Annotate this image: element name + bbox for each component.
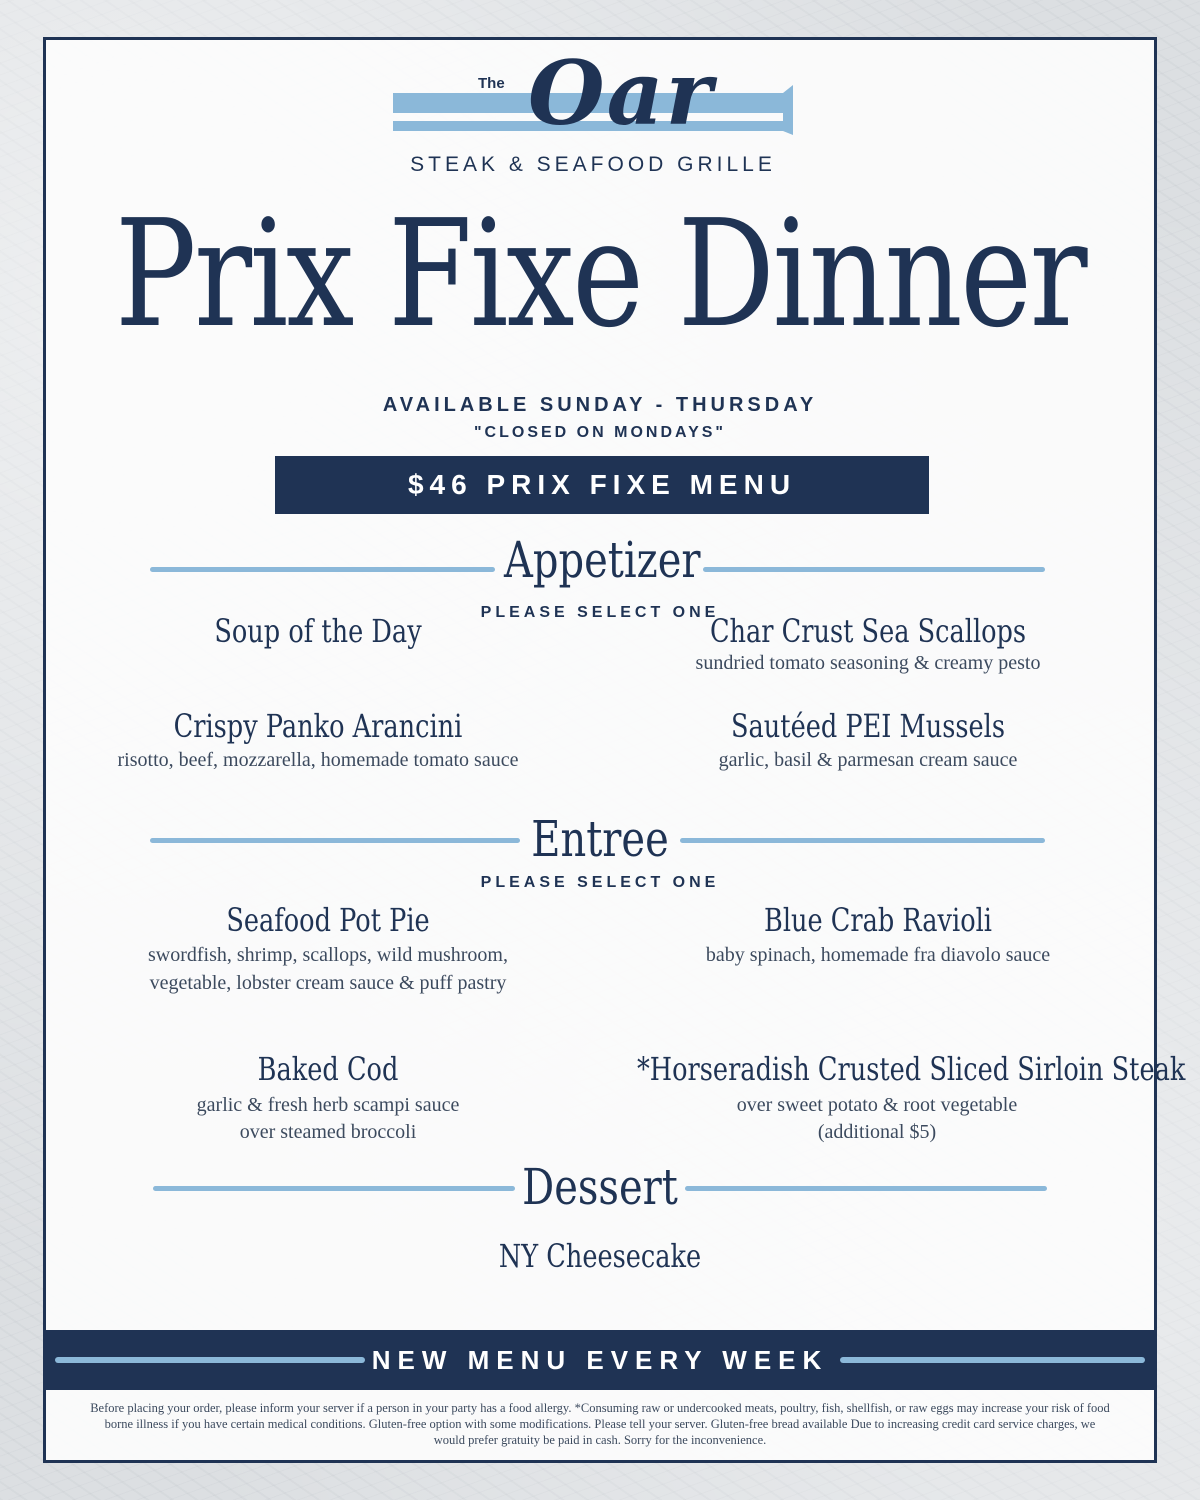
dessert-rule-right: [685, 1186, 1047, 1191]
price-banner: $46 PRIX FIXE MENU: [275, 456, 929, 514]
menu-item-name: Char Crust Sea Scallops: [709, 612, 1027, 650]
entree-rule-right: [680, 838, 1045, 843]
menu-item-desc: vegetable, lobster cream sauce & puff pastry: [149, 972, 507, 994]
menu-item-desc: sundried tomato seasoning & creamy pesto: [695, 652, 1041, 674]
allergy-disclaimer: Before placing your order, please inform your server if a person in your party has a food allergy. *Consuming raw or undercooked meats, poultry, fish, shellfish, or raw eggs may increase your risk of food borne illness if you have certain medical conditions. Gluten-free option with some modifications. Please tell your server. Gluten-free bread available Due to increasing credit card service charges, we would prefer gratuity be paid in cash. Sorry for the inconvenience.: [90, 1401, 1110, 1447]
menu-item-desc: over steamed broccoli: [239, 1121, 417, 1143]
menu-item-name: Baked Cod: [257, 1050, 399, 1088]
footer-banner: [43, 1330, 1157, 1390]
menu-item-name: Soup of the Day: [214, 612, 422, 650]
page-title: Prix Fixe Dinner: [114, 188, 1086, 360]
menu-item-name: Blue Crab Ravioli: [764, 901, 992, 939]
footer-banner-text: NEW MENU EVERY WEEK: [371, 1345, 829, 1375]
menu-item-desc: garlic & fresh herb scampi sauce: [196, 1094, 460, 1116]
appetizer-rule-left: [150, 567, 495, 572]
menu-item-name: NY Cheesecake: [498, 1237, 702, 1275]
menu-item-name: *Horseradish Crusted Sliced Sirloin Steak: [637, 1050, 1186, 1088]
menu-item-name: Crispy Panko Arancini: [173, 707, 463, 745]
menu-item-name: Sautéed PEI Mussels: [730, 707, 1005, 745]
appetizer-heading: Appetizer: [504, 531, 701, 589]
menu-item-desc: swordfish, shrimp, scallops, wild mushroom,: [148, 944, 508, 966]
logo-the: The: [478, 75, 505, 92]
menu-item-desc: risotto, beef, mozzarella, homemade tomato sauce: [117, 749, 519, 771]
menu-item-desc: garlic, basil & parmesan cream sauce: [718, 749, 1018, 771]
entree-instruction: PLEASE SELECT ONE: [480, 874, 720, 891]
dessert-rule-left: [153, 1186, 515, 1191]
logo-name: Oar: [528, 41, 715, 145]
menu-item-desc: over sweet potato & root vegetable: [736, 1094, 1018, 1116]
appetizer-instruction: PLEASE SELECT ONE: [480, 604, 720, 621]
entree-rule-left: [150, 838, 520, 843]
entree-heading: Entree: [531, 810, 669, 868]
menu-item-desc: (additional $5): [817, 1121, 937, 1143]
availability-text: AVAILABLE SUNDAY - THURSDAY: [382, 394, 818, 416]
closed-note: "CLOSED ON MONDAYS": [473, 424, 727, 441]
dessert-heading: Dessert: [522, 1158, 678, 1216]
menu-item-desc: baby spinach, homemade fra diavolo sauce: [705, 944, 1051, 966]
logo-tagline: STEAK & SEAFOOD GRILLE: [410, 153, 776, 176]
menu-item-name: Seafood Pot Pie: [226, 901, 430, 939]
appetizer-rule-right: [703, 567, 1045, 572]
restaurant-logo: [393, 41, 793, 185]
